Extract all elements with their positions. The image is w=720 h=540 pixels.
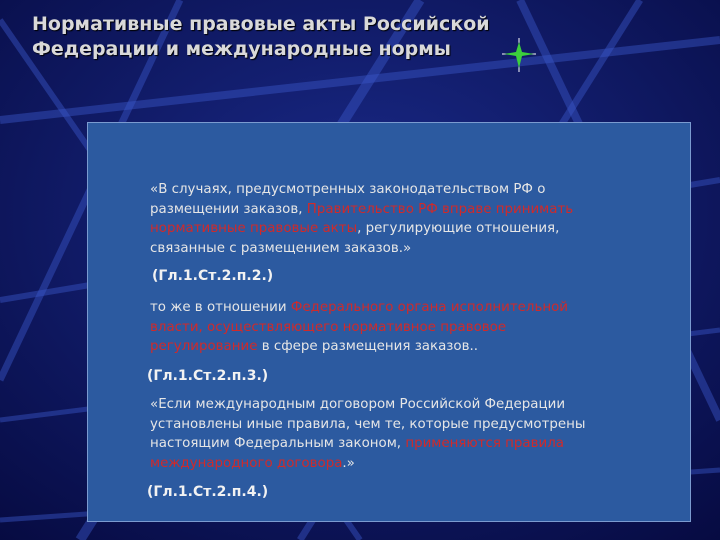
paragraph-1-line-1: «В случаях, предусмотренных законодательством РФ о: [150, 182, 546, 197]
paragraph-1-line-2: размещении заказов, Правительство РФ вправе принимать: [150, 201, 574, 217]
title-line-1: Нормативные правовые акты Российской: [32, 13, 490, 35]
paragraph-3-line-1: «Если международным договором Российской Федерации: [150, 397, 566, 412]
title-line-2: Федерации и международные нормы: [32, 38, 451, 60]
reference-2: (Гл.1.Ст.2.п.3.): [147, 368, 269, 384]
paragraph-3-line-3: настоящим Федеральным законом, применяются правила: [150, 436, 565, 452]
paragraph-2-line-1: то же в отношении Федерального органа исполнительной: [150, 300, 568, 315]
sparkle-star-icon: [500, 38, 538, 72]
paragraph-2-line-3: регулирование в сфере размещения заказов..: [150, 339, 479, 355]
reference-1: (Гл.1.Ст.2.п.2.): [152, 268, 274, 284]
paragraph-3-line-2: установлены иные правила, чем те, которые предусмотрены: [150, 416, 586, 432]
paragraph-2: [150, 298, 568, 357]
paragraph-1-line-3: нормативные правовые акты, регулирующие отношения,: [150, 221, 560, 237]
reference-3: (Гл.1.Ст.2.п.4.): [147, 484, 269, 500]
paragraph-1: [150, 180, 573, 258]
paragraph-3: [150, 395, 585, 473]
paragraph-3-line-4: международного договора.»: [150, 455, 355, 471]
paragraph-1-line-4: связанные с размещением заказов.»: [150, 240, 412, 256]
paragraph-2-line-2: власти, осуществляющего нормативное правовое: [150, 319, 507, 335]
